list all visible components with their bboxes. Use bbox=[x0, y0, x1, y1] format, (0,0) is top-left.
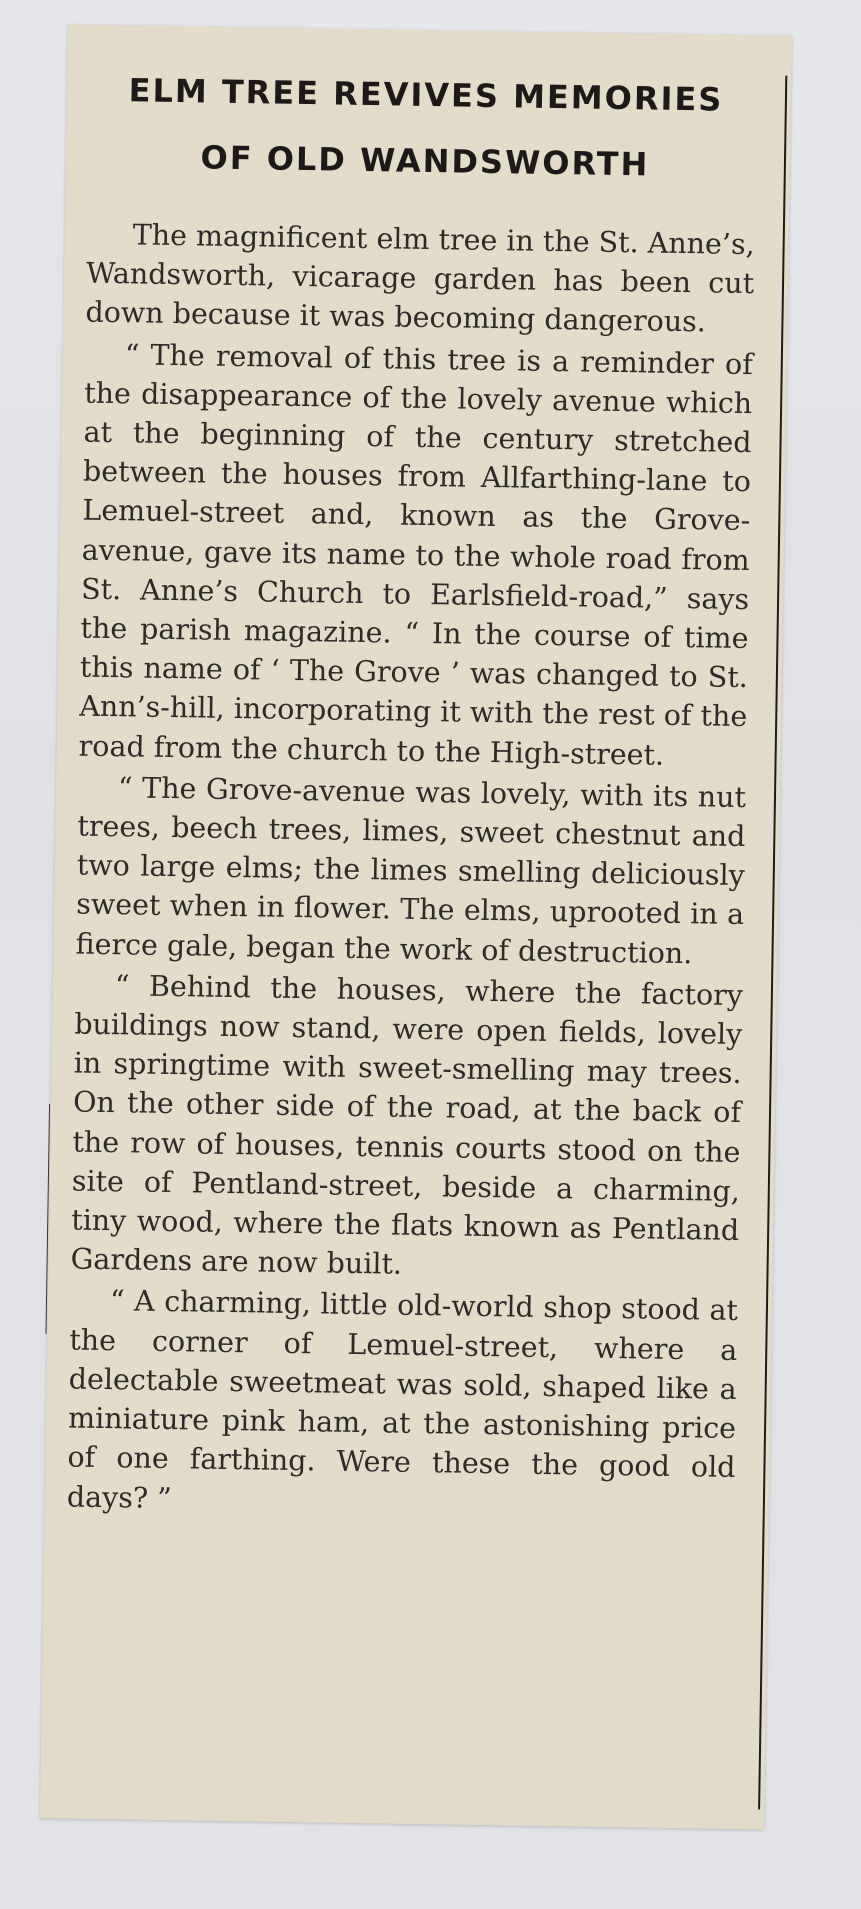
headline-line-1: ELM TREE REVIVES MEMORIES bbox=[128, 71, 724, 119]
column-rule bbox=[758, 76, 787, 1810]
newspaper-clipping bbox=[40, 24, 792, 1829]
paragraph-1: The magnificent elm tree in the St. Anne’s, Wandsworth, vicarage garden has been cut down because it was becoming dangerous. bbox=[85, 218, 755, 339]
paragraph-5: “ A charming, little old-world shop stood at the corner of Lemuel-street, where a delectable sweetmeat was sold, shaped like a miniature pink ham, at the astonishing price of one farthing. Were these the good old days? ” bbox=[66, 1284, 739, 1515]
headline bbox=[87, 57, 763, 200]
left-column-rule bbox=[45, 1104, 50, 1334]
article-body bbox=[67, 215, 761, 1527]
paragraph-3: “ The Grove-avenue was lovely, with its nut trees, beech trees, limes, sweet chestnut and two large elms; the limes smelling deliciously sweet when in flower. The elms, uprooted in a fierce gale, began the work of destruction. bbox=[75, 771, 747, 970]
paragraph-2: “ The removal of this tree is a reminder of the disappearance of the lovely avenue which at the beginning of the century stretched between the houses from Allfarthing-lane to Lemuel-street and, known as the Grove-avenue, gave its name to the whole road from St. Anne’s Church to Earlsfield-road,” says the parish magazine. “ In the course of time this name of ‘ The Grove ’ was changed to St. Ann’s-hill, incorporating it with the rest of the road from the church to the High-street. bbox=[78, 337, 754, 772]
headline-line-2: OF OLD WANDSWORTH bbox=[200, 138, 650, 184]
paragraph-4: “ Behind the houses, where the factory buildings now stand, were open fields, lovely in springtime with sweet-smelling may trees. On the other side of the road, at the back of the row of houses, tennis courts stood on the site of Pentland-street, beside a charming, tiny wood, where the flats known as Pentland Gardens are now built. bbox=[70, 969, 744, 1281]
